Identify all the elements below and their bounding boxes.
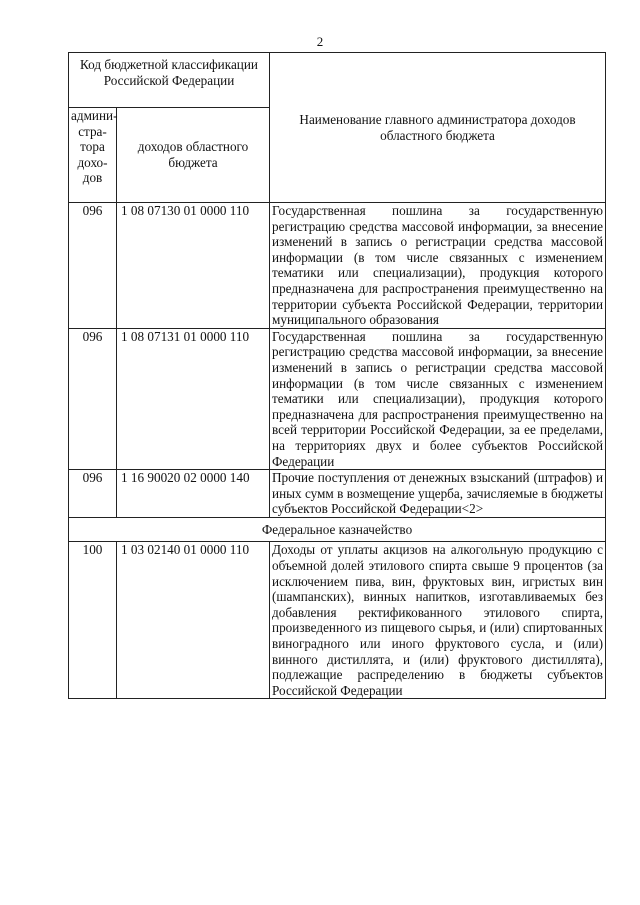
income-code-cell: 1 08 07131 01 0000 110 [117, 328, 270, 469]
header-administrator-code: админи-стра-тора дохо-дов [69, 108, 117, 203]
income-code-cell: 1 16 90020 02 0000 140 [117, 470, 270, 518]
section-title-federal-treasury: Федеральное казначейство [69, 517, 606, 542]
table-row [69, 542, 606, 699]
income-code-cell: 1 08 07130 01 0000 110 [117, 203, 270, 329]
page-number: 2 [316, 34, 324, 49]
header-administrator-name: Наименование главного администратора доходов областного бюджета [270, 53, 606, 203]
header-budget-classification-code: Код бюджетной классификации Российской Федерации [69, 53, 270, 108]
header-income-code: доходов областного бюджета [117, 108, 270, 203]
income-name-cell: Государственная пошлина за государственную регистрацию средства массовой информации, за внесение изменений в запись о регистрации средства массовой информации (в том числе связанных с изменением тематики или специализации), продукция которого предназначена для распространения преимущественно на территории субъекта Российской Федерации, территории муниципального образования [270, 203, 606, 329]
section-row [69, 517, 606, 542]
budget-classification-table [68, 52, 606, 699]
admin-code-cell: 100 [69, 542, 117, 699]
income-name-cell: Государственная пошлина за государственную регистрацию средства массовой информации, за внесение изменений в запись о регистрации средства массовой информации (в том числе связанных с изменением тематики или специализации), продукция которого предназначена для распространения преимущественно на всей территории Российской Федерации, за ее пределами, на территориях двух и более субъектов Российской Федерации [270, 328, 606, 469]
table-header-row-1 [69, 53, 606, 108]
income-name-cell: Прочие поступления от денежных взысканий (штрафов) и иных сумм в возмещение ущерба, зачисляемые в бюджеты субъектов Российской Федерации<2> [270, 470, 606, 518]
admin-code-cell: 096 [69, 203, 117, 329]
admin-code-cell: 096 [69, 470, 117, 518]
admin-code-cell: 096 [69, 328, 117, 469]
table-row [69, 328, 606, 469]
income-code-cell: 1 03 02140 01 0000 110 [117, 542, 270, 699]
table-row [69, 470, 606, 518]
income-name-cell: Доходы от уплаты акцизов на алкогольную продукцию с объемной долей этилового спирта свыше 9 процентов (за исключением пива, вин, фруктовых вин, игристых вин (шампанских), винных напитков, изготавливаемых без добавления ректификованного этилового спирта, произведенного из пищевого сырья, и (или) спиртованных виноградного или иного фруктового сусла, и (или) винного дистиллята, и (или) фруктового дистиллята), подлежащие распределению в бюджеты субъектов Российской Федерации [270, 542, 606, 699]
table-row [69, 203, 606, 329]
